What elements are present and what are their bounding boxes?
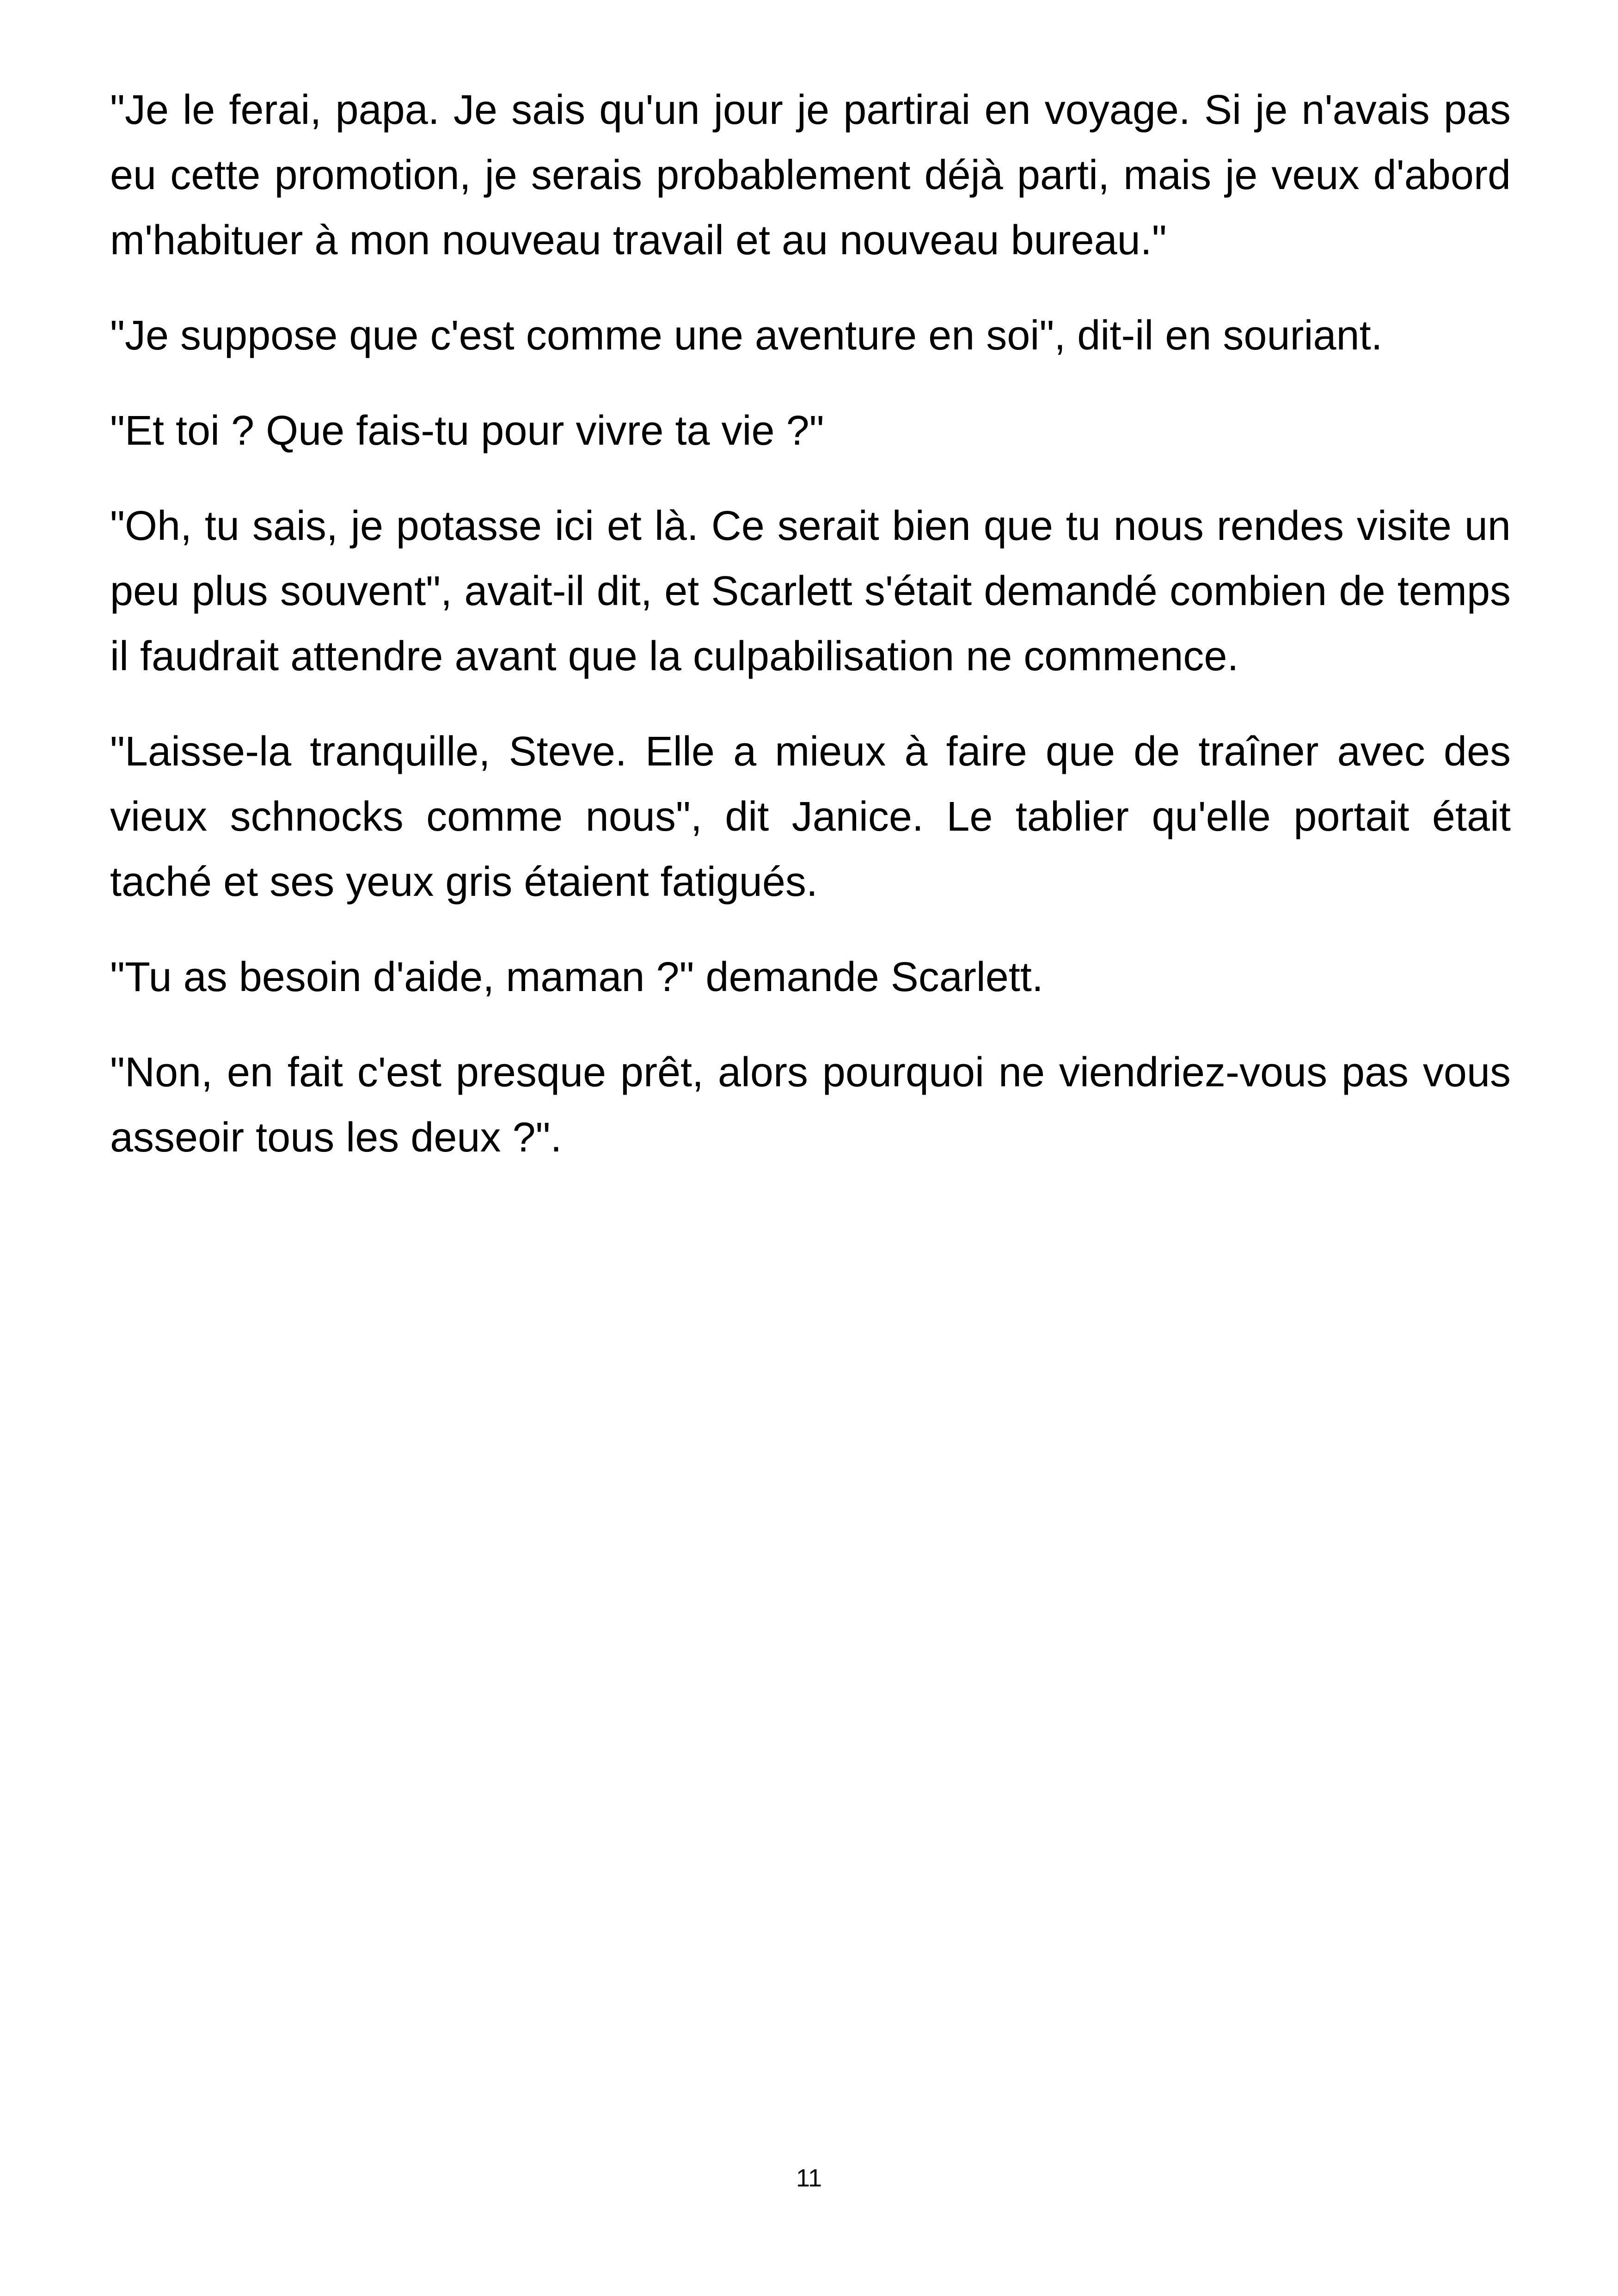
paragraph: "Et toi ? Que fais-tu pour vivre ta vie ?"	[110, 408, 824, 454]
paragraph: "Tu as besoin d'aide, maman ?" demande Scarlett.	[110, 954, 1043, 1000]
paragraph: "Je suppose que c'est comme une aventure en soi", dit-il en souriant.	[110, 312, 1383, 359]
page-number: 11	[796, 2164, 822, 2192]
paragraph: "Oh, tu sais, je potasse ici et là. Ce serait bien que tu nous rendes visite un peu plus souvent", avait-il dit, et Scarlett s'était demandé combien de temps il faudrait attendre avant que la culpabilisation ne commence.	[110, 503, 1511, 680]
body-text	[110, 78, 1511, 1200]
paragraph: "Laisse-la tranquille, Steve. Elle a mieux à faire que de traîner avec des vieux schnocks comme nous", dit Janice. Le tablier qu'elle portait était taché et ses yeux gris étaient fatigués.	[110, 729, 1511, 905]
paragraph: "Je le ferai, papa. Je sais qu'un jour je partirai en voyage. Si je n'avais pas eu cette promotion, je serais probablement déjà parti, mais je veux d'abord m'habituer à mon nouveau travail et au nouveau bureau."	[110, 87, 1511, 263]
paragraph: "Non, en fait c'est presque prêt, alors pourquoi ne viendriez-vous pas vous asseoir tous les deux ?".	[110, 1049, 1511, 1161]
